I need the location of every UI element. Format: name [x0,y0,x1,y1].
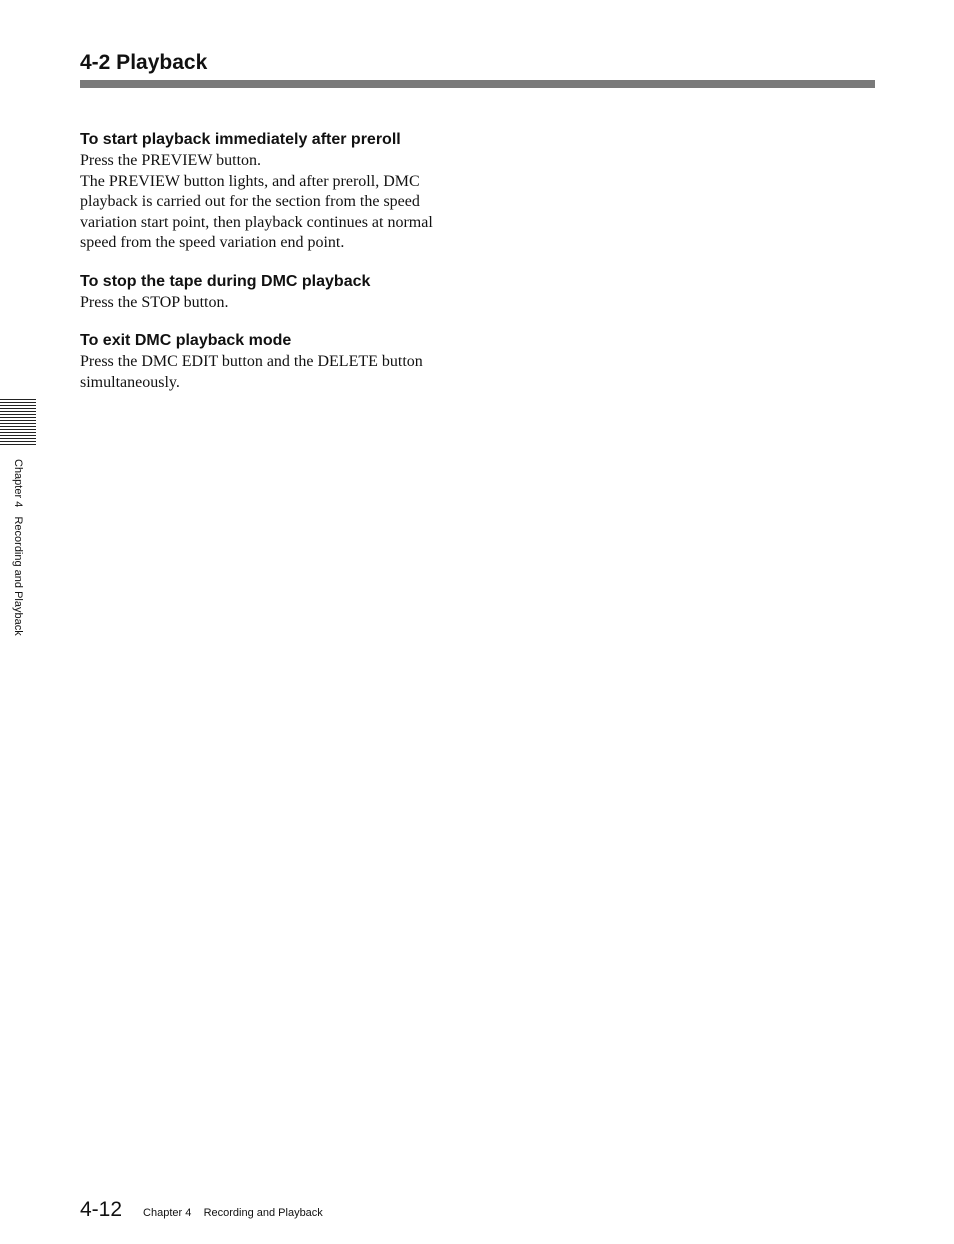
text-line: variation start point, then playback continues at normal [80,213,433,231]
section-heading: To start playback immediately after preroll [80,131,401,148]
page-footer [80,1196,323,1224]
text-line: playback is carried out for the section from the speed [80,193,420,210]
section-paragraph [80,352,470,393]
section-paragraph [80,293,470,314]
side-chapter-label: Chapter 4 Recording and Playback [12,459,24,636]
section-exit-dmc [80,330,470,393]
text-line: Press the STOP button. [80,293,229,311]
section-start-playback [80,129,470,254]
text-line: speed from the speed variation end point. [80,234,345,251]
text-line: Press the PREVIEW button. [80,152,262,169]
title-rule [80,80,875,88]
footer-chapter-label: Chapter 4 Recording and Playback [143,1207,323,1219]
section-paragraph [80,151,470,254]
content-body [80,129,470,410]
chapter-edge-marker [0,399,36,447]
section-heading: To exit DMC playback mode [80,332,292,349]
text-line: simultaneously. [80,373,180,391]
section-stop-tape [80,271,470,314]
section-heading: To stop the tape during DMC playback [80,272,371,290]
page-number: 4-12 [80,1198,123,1221]
text-line: Press the DMC EDIT button and the DELETE button [80,353,423,370]
text-line: The PREVIEW button lights, and after preroll, DMC [80,172,420,190]
section-title: 4-2 Playback [80,51,208,74]
